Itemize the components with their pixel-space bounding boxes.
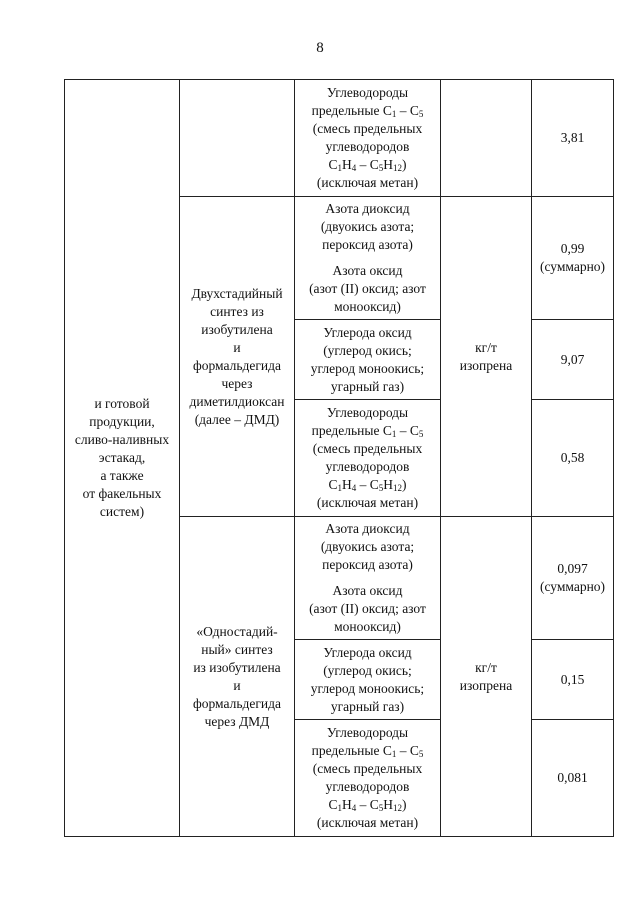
substance-cell <box>295 720 441 837</box>
substance-line: (исключая метан) <box>316 495 419 510</box>
unit-cell <box>441 197 532 517</box>
substance-cell <box>295 517 441 640</box>
substance-line: предельные $C_1 - C_5$ <box>311 103 424 119</box>
process-cell <box>180 80 295 197</box>
substance-line: Азота оксид <box>332 583 403 598</box>
emission-value-cell <box>532 197 614 320</box>
emission-source-line: и готовой <box>94 396 150 411</box>
substance-cell <box>295 80 441 197</box>
substance-name <box>298 324 437 396</box>
process-line: через ДМД <box>204 713 270 729</box>
substance-line: монооксид) <box>334 619 401 634</box>
substance-line: (исключая метан) <box>316 815 419 830</box>
emission-value-cell <box>532 517 614 640</box>
substance-line: углерод моноокись; <box>310 680 425 696</box>
emission-value-cell <box>532 720 614 837</box>
substance-line: пероксид азота) <box>322 557 413 572</box>
substance-line: Углерода оксид <box>323 644 412 660</box>
substance-line: Азота оксид <box>332 263 403 278</box>
emission-value-line: 0,097 <box>557 561 588 576</box>
process-line: из изобутилена <box>193 659 281 675</box>
emission-source-line: от факельных <box>82 486 162 501</box>
substance-cell <box>295 400 441 517</box>
substance-line: (смесь предельных <box>312 121 423 136</box>
process-line: формальдегида <box>193 357 281 373</box>
substance-line: Углеводороды <box>326 405 409 420</box>
substance-line: (углерод окись; <box>323 342 412 358</box>
process-line: и <box>233 677 241 693</box>
process-line: «Одностадий- <box>196 623 278 639</box>
substance-name <box>298 644 437 716</box>
unit-line: кг/т <box>475 339 497 355</box>
substance-line: (углерод окись; <box>323 662 412 678</box>
substance-line: углеводородов <box>325 139 410 154</box>
unit-line: изопрена <box>459 357 513 373</box>
substance-name <box>298 84 437 192</box>
emission-source-line: продукции, <box>89 414 155 429</box>
substance-line: Азота диоксид <box>325 201 410 216</box>
process-line: формальдегида <box>193 695 281 711</box>
page-number: 8 <box>316 40 324 56</box>
emission-value-line: (суммарно) <box>539 579 606 594</box>
emission-value-line: 0,58 <box>560 450 585 465</box>
substance-line: (азот (II) оксид; азот <box>309 601 426 616</box>
process-line: (далее – ДМД) <box>194 411 280 427</box>
substance-name <box>298 262 437 316</box>
process-line: диметилдиоксан <box>189 393 285 409</box>
substance-line: Углеводороды <box>326 85 409 100</box>
substance-name <box>298 200 437 254</box>
emissions-table <box>64 79 614 837</box>
process-cell <box>180 197 295 517</box>
emission-source-line: эстакад, <box>98 450 146 465</box>
substance-line: (смесь предельных <box>312 761 423 776</box>
substance-line: углеводородов <box>325 459 410 474</box>
process-line: Двухстадийный <box>191 285 283 301</box>
substance-line: (смесь предельных <box>312 441 423 456</box>
substance-cell <box>295 320 441 400</box>
substance-cell <box>295 640 441 720</box>
emission-value-cell <box>532 640 614 720</box>
process-cell <box>180 517 295 837</box>
substance-line: углеводородов <box>325 779 410 794</box>
substance-line: (исключая метан) <box>316 175 419 190</box>
process-line: изобутилена <box>201 321 273 337</box>
substance-name <box>298 404 437 512</box>
emission-value-line: (суммарно) <box>539 259 606 274</box>
emission-source-line: систем) <box>99 504 145 519</box>
substance-name <box>298 520 437 574</box>
process-line: через <box>221 375 253 391</box>
emission-value-cell <box>532 400 614 517</box>
substance-line: $C_1H_4 - C_5H_{12}$) <box>328 797 407 813</box>
substance-line: $C_1H_4 - C_5H_{12}$) <box>328 477 407 493</box>
substance-line: пероксид азота) <box>322 237 413 252</box>
substance-line: углерод моноокись; <box>310 360 425 376</box>
emission-value-cell <box>532 80 614 197</box>
substance-line: предельные $C_1 - C_5$ <box>311 423 424 439</box>
emission-source-line: а также <box>100 468 144 483</box>
emission-value-line: 3,81 <box>560 130 585 145</box>
emission-value-line: 9,07 <box>560 351 585 367</box>
substance-name <box>298 582 437 636</box>
substance-line: Углерода оксид <box>323 324 412 340</box>
process-line: синтез из <box>210 303 264 319</box>
unit-cell <box>441 80 532 197</box>
emission-source-cell <box>65 80 180 837</box>
substance-line: предельные $C_1 - C_5$ <box>311 743 424 759</box>
substance-line: угарный газ) <box>330 698 405 714</box>
substance-line: (азот (II) оксид; азот <box>309 281 426 296</box>
emissions-table-body <box>65 80 614 837</box>
unit-line: изопрена <box>459 677 513 693</box>
substance-line: (двуокись азота; <box>320 219 415 234</box>
substance-cell <box>295 197 441 320</box>
emission-source-line: сливо-наливных <box>74 432 170 447</box>
emission-value-line: 0,99 <box>560 241 585 256</box>
substance-line: (двуокись азота; <box>320 539 415 554</box>
emission-value-line: 0,081 <box>557 770 588 785</box>
emission-value-line: 0,15 <box>560 671 585 687</box>
process-line: ный» синтез <box>201 641 273 657</box>
process-line: и <box>233 339 241 355</box>
substance-line: монооксид) <box>334 299 401 314</box>
table-row <box>65 80 614 197</box>
substance-line: угарный газ) <box>330 378 405 394</box>
substance-name <box>298 724 437 832</box>
substance-line: Азота диоксид <box>325 521 410 536</box>
unit-cell <box>441 517 532 837</box>
unit-line: кг/т <box>475 659 497 675</box>
substance-line: $C_1H_4 - C_5H_{12}$) <box>328 157 407 173</box>
emission-value-cell <box>532 320 614 400</box>
substance-line: Углеводороды <box>326 725 409 740</box>
